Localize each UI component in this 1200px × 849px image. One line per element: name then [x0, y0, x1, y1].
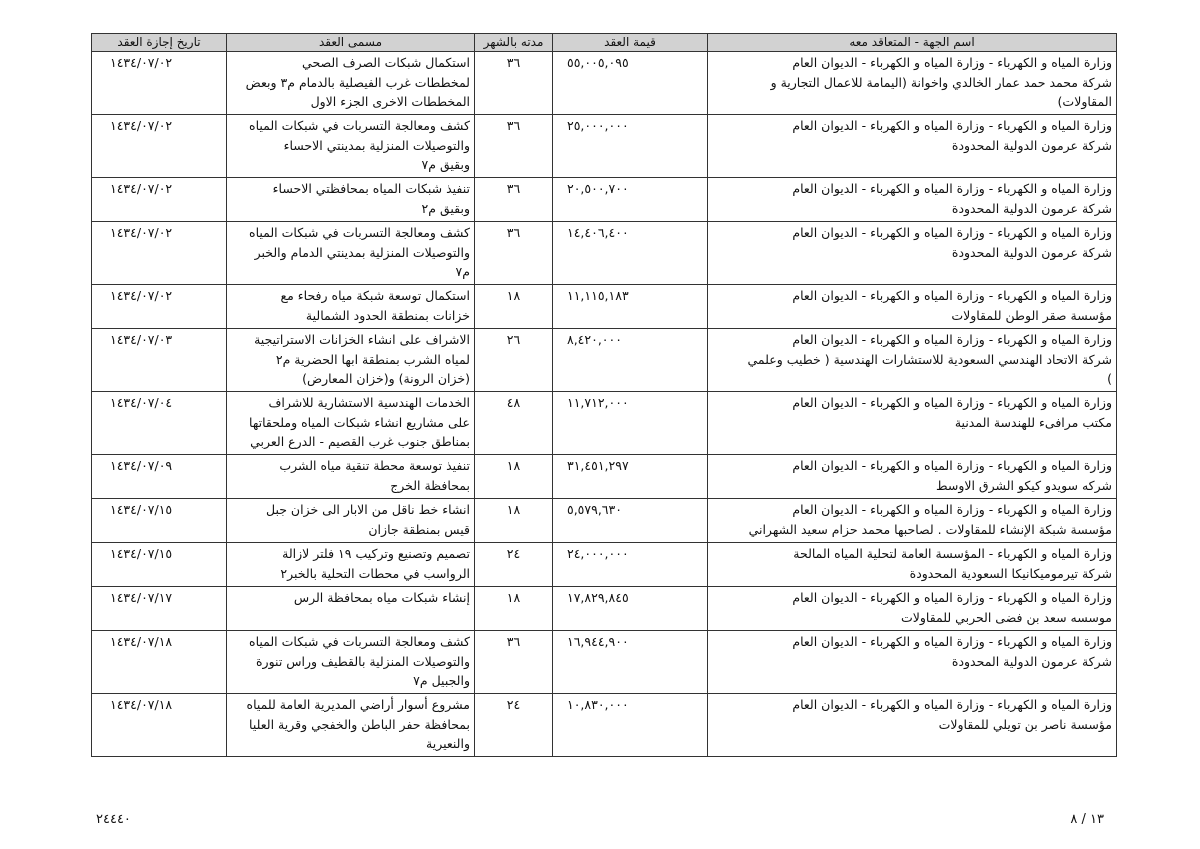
cell-contract-name-line: لمياه الشرب بمنطقة ابها الحضرية م٢: [275, 351, 470, 367]
cell-entity-line: المقاولات): [1057, 94, 1112, 109]
cell-contract-name-line: على مشاريع انشاء شبكات المياه وملحقاتها: [249, 414, 470, 430]
cell-contract-name-line: انشاء خط ناقل من الابار الى خزان جبل: [265, 502, 470, 517]
cell-contract-name: [227, 329, 475, 392]
cell-duration: ٣٦: [475, 52, 553, 115]
cell-entity-line: وزارة المياه و الكهرباء - وزارة المياه و الكهرباء - الديوان العام: [792, 697, 1112, 712]
cell-entity-line: وزارة المياه و الكهرباء - وزارة المياه و الكهرباء - الديوان العام: [792, 502, 1112, 517]
cell-entity-line: شركة محمد حمد عمار الخالدي واخوانة (اليمامة للاعمال التجارية و: [770, 74, 1112, 90]
cell-contract-name-line: والتوصيلات المنزلية بمدينتي الدمام والخبر: [254, 244, 470, 260]
cell-approval-date: ١٤٣٤/٠٧/٠٤: [92, 392, 227, 455]
cell-contract-name-line: استكمال شبكات الصرف الصحي: [302, 55, 470, 70]
cell-entity-line: وزارة المياه و الكهرباء - وزارة المياه و الكهرباء - الديوان العام: [792, 590, 1112, 605]
cell-entity-line: مكتب مرافىء للهندسة المدنية: [954, 414, 1112, 430]
cell-entity-line: وزارة المياه و الكهرباء - وزارة المياه و الكهرباء - الديوان العام: [792, 118, 1112, 133]
cell-entity: [708, 222, 1117, 285]
cell-entity: [708, 285, 1117, 329]
cell-approval-date: ١٤٣٤/٠٧/١٨: [92, 631, 227, 694]
table-row: [92, 115, 1117, 178]
header-approval-date: تاريخ إجازة العقد: [92, 34, 227, 52]
table-row: [92, 392, 1117, 455]
cell-entity-line: وزارة المياه و الكهرباء - وزارة المياه و الكهرباء - الديوان العام: [792, 55, 1112, 70]
cell-contract-name: [227, 455, 475, 499]
cell-contract-name-line: والجبيل م٧: [413, 673, 470, 688]
cell-entity: [708, 329, 1117, 392]
cell-duration: ٢٤: [475, 543, 553, 587]
cell-contract-value: ٢٥,٠٠٠,٠٠٠: [553, 115, 708, 178]
cell-contract-value: ٢٤,٠٠٠,٠٠٠: [553, 543, 708, 587]
cell-contract-name: [227, 694, 475, 757]
cell-approval-date: ١٤٣٤/٠٧/١٨: [92, 694, 227, 757]
cell-entity-line: شركه سويدو كيكو الشرق الاوسط: [935, 477, 1112, 493]
cell-entity-line: وزارة المياه و الكهرباء - وزارة المياه و الكهرباء - الديوان العام: [792, 634, 1112, 649]
cell-contract-name-line: إنشاء شبكات مياه بمحافظة الرس: [293, 590, 470, 605]
cell-contract-name-line: خزانات بمنطقة الحدود الشمالية: [305, 307, 470, 323]
cell-approval-date: ١٤٣٤/٠٧/٠٢: [92, 115, 227, 178]
cell-contract-name-line: بمناطق جنوب غرب القصيم - الدرع العربي: [250, 434, 470, 449]
cell-approval-date: ١٤٣٤/٠٧/٠٢: [92, 52, 227, 115]
cell-contract-name-line: استكمال توسعة شبكة مياه رفحاء مع: [280, 288, 470, 303]
cell-contract-name-line: الرواسب في محطات التحلية بالخبر٢: [280, 565, 470, 581]
cell-contract-value: ١٦,٩٤٤,٩٠٠: [553, 631, 708, 694]
cell-contract-name-line: بمحافظة حفر الباطن والخفجي وقرية العليا: [249, 716, 470, 732]
table-row: [92, 631, 1117, 694]
cell-approval-date: ١٤٣٤/٠٧/١٥: [92, 499, 227, 543]
cell-entity-line: وزارة المياه و الكهرباء - وزارة المياه و الكهرباء - الديوان العام: [792, 288, 1112, 303]
cell-entity-line: شركة عرمون الدولية المحدودة: [951, 200, 1112, 216]
cell-duration: ٣٦: [475, 222, 553, 285]
header-entity: اسم الجهة - المتعاقد معه: [708, 34, 1117, 52]
cell-duration: ٣٦: [475, 178, 553, 222]
cell-duration: ١٨: [475, 285, 553, 329]
cell-contract-name-line: مشروع أسوار أراضي المديرية العامة للمياه: [246, 697, 470, 712]
cell-approval-date: ١٤٣٤/٠٧/٠٢: [92, 222, 227, 285]
cell-contract-name: [227, 499, 475, 543]
cell-entity-line: وزارة المياه و الكهرباء - وزارة المياه و الكهرباء - الديوان العام: [792, 225, 1112, 240]
cell-duration: ٢٦: [475, 329, 553, 392]
cell-entity-line: شركة عرمون الدولية المحدودة: [951, 653, 1112, 669]
cell-contract-name-line: وبقيق م٧: [421, 157, 470, 172]
cell-entity: [708, 631, 1117, 694]
cell-contract-name-line: كشف ومعالجة التسربات في شبكات المياه: [249, 634, 470, 649]
cell-contract-value: ١٤,٤٠٦,٤٠٠: [553, 222, 708, 285]
cell-contract-name-line: (خزان الرونة) و(خزان المعارض): [302, 371, 470, 386]
cell-contract-name-line: لمخططات غرب الفيصلية بالدمام م٣ وبعض: [245, 74, 470, 90]
cell-contract-name: [227, 543, 475, 587]
table-row: [92, 455, 1117, 499]
cell-entity: [708, 543, 1117, 587]
cell-duration: ٢٤: [475, 694, 553, 757]
cell-entity-line: وزارة المياه و الكهرباء - وزارة المياه و الكهرباء - الديوان العام: [792, 181, 1112, 196]
header-row: [92, 34, 1117, 52]
cell-contract-name-line: م٧: [455, 264, 470, 279]
cell-duration: ٣٦: [475, 115, 553, 178]
cell-contract-value: ١١,٧١٢,٠٠٠: [553, 392, 708, 455]
cell-contract-value: ٣١,٤٥١,٢٩٧: [553, 455, 708, 499]
cell-entity-line: وزارة المياه و الكهرباء - المؤسسة العامة لتحلية المياه المالحة: [793, 546, 1112, 561]
cell-entity: [708, 52, 1117, 115]
cell-contract-name: [227, 52, 475, 115]
cell-contract-value: ٢٠,٥٠٠,٧٠٠: [553, 178, 708, 222]
cell-entity-line: شركة عرمون الدولية المحدودة: [951, 244, 1112, 260]
cell-approval-date: ١٤٣٤/٠٧/١٥: [92, 543, 227, 587]
table-row: [92, 587, 1117, 631]
cell-duration: ١٨: [475, 455, 553, 499]
cell-approval-date: ١٤٣٤/٠٧/٠٩: [92, 455, 227, 499]
cell-contract-value: ٨,٤٢٠,٠٠٠: [553, 329, 708, 392]
cell-contract-name-line: كشف ومعالجة التسربات في شبكات المياه: [249, 225, 470, 240]
cell-contract-value: ٥٥,٠٠٥,٠٩٥: [553, 52, 708, 115]
header-contract-name: مسمى العقد: [227, 34, 475, 52]
cell-contract-name-line: تنفيذ توسعة محطة تنقية مياه الشرب: [279, 458, 470, 473]
cell-entity-line: شركة عرمون الدولية المحدودة: [951, 137, 1112, 153]
cell-entity: [708, 499, 1117, 543]
cell-contract-name-line: الخدمات الهندسية الاستشارية للاشراف: [268, 395, 470, 410]
contracts-table: [91, 33, 1117, 757]
cell-contract-name-line: قيس بمنطقة جازان: [368, 521, 470, 537]
cell-entity-line: مؤسسة ناصر بن تويلي للمقاولات: [938, 716, 1112, 732]
cell-entity-line: موسسه سعد بن فضى الحربي للمقاولات: [900, 609, 1112, 625]
cell-contract-value: ١١,١١٥,١٨٣: [553, 285, 708, 329]
cell-contract-name-line: والتوصيلات المنزلية بالقطيف وراس تنورة: [256, 653, 470, 669]
cell-approval-date: ١٤٣٤/٠٧/٠٢: [92, 178, 227, 222]
cell-contract-name: [227, 392, 475, 455]
cell-duration: ٤٨: [475, 392, 553, 455]
cell-entity: [708, 115, 1117, 178]
table-row: [92, 329, 1117, 392]
cell-duration: ١٨: [475, 587, 553, 631]
table-row: [92, 222, 1117, 285]
cell-contract-name-line: بمحافظة الخرج: [390, 477, 470, 493]
table-row: [92, 52, 1117, 115]
cell-entity-line: مؤسسة شبكة الإنشاء للمقاولات . لصاحبها محمد حزام سعيد الشهراني: [748, 521, 1112, 537]
cell-entity-line: مؤسسة صقر الوطن للمقاولات: [951, 307, 1112, 323]
cell-approval-date: ١٤٣٤/٠٧/١٧: [92, 587, 227, 631]
cell-contract-name: [227, 178, 475, 222]
cell-contract-name-line: والنعيرية: [426, 736, 470, 751]
cell-entity-line: شركة الاتحاد الهندسي السعودية للاستشارات الهندسية ( خطيب وعلمي: [747, 351, 1112, 367]
table-row: [92, 543, 1117, 587]
cell-entity: [708, 455, 1117, 499]
cell-contract-name-line: كشف ومعالجة التسربات في شبكات المياه: [249, 118, 470, 133]
header-value: قيمة العقد: [553, 34, 708, 52]
cell-entity: [708, 392, 1117, 455]
cell-duration: ١٨: [475, 499, 553, 543]
cell-entity-line: وزارة المياه و الكهرباء - وزارة المياه و الكهرباء - الديوان العام: [792, 332, 1112, 347]
cell-contract-value: ١٧,٨٢٩,٨٤٥: [553, 587, 708, 631]
cell-entity-line: وزارة المياه و الكهرباء - وزارة المياه و الكهرباء - الديوان العام: [792, 458, 1112, 473]
cell-duration: ٣٦: [475, 631, 553, 694]
cell-entity-line: شركة تيرموميكانيكا السعودية المحدودة: [909, 565, 1112, 581]
table-row: [92, 499, 1117, 543]
table-row: [92, 178, 1117, 222]
cell-entity: [708, 587, 1117, 631]
cell-contract-name: [227, 631, 475, 694]
cell-contract-name-line: المخططات الاخرى الجزء الاول: [310, 94, 470, 109]
cell-contract-value: ١٠,٨٣٠,٠٠٠: [553, 694, 708, 757]
table-row: [92, 285, 1117, 329]
cell-entity-line: وزارة المياه و الكهرباء - وزارة المياه و الكهرباء - الديوان العام: [792, 395, 1112, 410]
page-number: ١٣ / ٨: [1070, 812, 1104, 827]
cell-contract-name: [227, 285, 475, 329]
cell-contract-name-line: والتوصيلات المنزلية بمدينتي الاحساء: [283, 137, 470, 153]
cell-contract-value: ٥,٥٧٩,٦٣٠: [553, 499, 708, 543]
cell-contract-name-line: تنفيذ شبكات المياه بمحافظتي الاحساء: [272, 181, 470, 196]
table-row: [92, 694, 1117, 757]
document-code: ٢٤٤٤٠: [96, 812, 131, 827]
cell-contract-name: [227, 587, 475, 631]
cell-entity-line: ): [1107, 371, 1112, 386]
cell-entity: [708, 694, 1117, 757]
table-body: [92, 52, 1117, 757]
cell-contract-name: [227, 115, 475, 178]
cell-contract-name-line: تصميم وتصنيع وتركيب ١٩ فلتر لازالة: [282, 546, 470, 561]
header-duration: مدته بالشهر: [475, 34, 553, 52]
contracts-sheet: [91, 33, 1116, 757]
cell-entity: [708, 178, 1117, 222]
cell-contract-name-line: وبقيق م٢: [421, 200, 470, 216]
cell-approval-date: ١٤٣٤/٠٧/٠٣: [92, 329, 227, 392]
cell-approval-date: ١٤٣٤/٠٧/٠٢: [92, 285, 227, 329]
cell-contract-name-line: الاشراف على انشاء الخزانات الاستراتيجية: [254, 332, 470, 347]
cell-contract-name: [227, 222, 475, 285]
